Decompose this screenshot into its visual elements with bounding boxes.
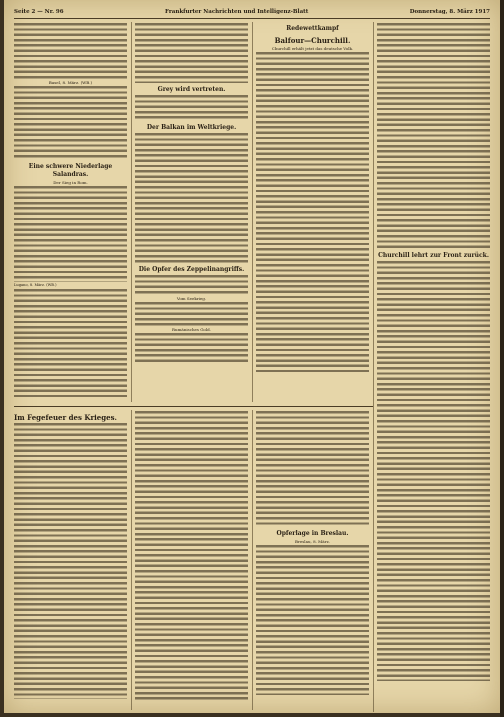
paragraph-intro: Lugano, 8. März. (WB.): [14, 283, 57, 287]
lower-column-2: [135, 410, 248, 710]
column-2: [135, 22, 248, 402]
text-block: [256, 411, 369, 527]
text-block: [377, 261, 490, 681]
text-block: [135, 23, 248, 83]
article-headline: Eine schwere Niederlage Salandras.: [28, 163, 113, 178]
column-divider: [252, 410, 253, 710]
article-headline: Im Fegefeuer des Krieges.: [14, 413, 117, 422]
text-block: [135, 302, 248, 326]
text-block: [14, 423, 127, 699]
article-headline: Der Balkan im Weltkriege.: [146, 124, 237, 131]
article-subheadline: Breslau, 8. März.: [295, 539, 330, 544]
masthead-title: Frankfurter Nachrichten und Intelligenz-Blatt: [165, 9, 309, 15]
section-divider: [14, 406, 373, 407]
article-subheadline: Rumänisches Gold.: [172, 327, 211, 332]
issue-date: Donnerstag, 8. März 1917: [409, 9, 490, 15]
text-block: [14, 86, 127, 160]
newspaper-page: [4, 0, 500, 713]
text-block: [14, 23, 127, 79]
article-headline: Die Opfer des Zeppelinangriffs.: [138, 266, 245, 273]
text-block: [256, 545, 369, 695]
article-headline: Opferlage in Breslau.: [276, 530, 349, 537]
column-divider: [373, 22, 374, 712]
article-headline: Grey wird vertreten.: [157, 86, 226, 93]
column-1: [14, 22, 127, 402]
text-block: [135, 95, 248, 121]
text-block: [256, 52, 369, 372]
column-4: [377, 22, 490, 712]
column-3: [256, 22, 369, 402]
article-headline: Balfour—Churchill.: [274, 36, 351, 45]
text-block: [14, 289, 127, 397]
column-divider: [252, 22, 253, 402]
text-block: [135, 275, 248, 295]
text-block: [135, 411, 248, 701]
page-binding-edge: [500, 0, 504, 717]
lower-column-1: [14, 410, 127, 710]
lower-column-3: [256, 410, 369, 710]
text-block: [377, 23, 490, 249]
article-kicker: Redewettkampf: [286, 25, 339, 32]
article-subheadline: Churchill erhält jetzt das deutsche Volk.: [271, 46, 354, 51]
column-divider: [131, 22, 132, 402]
text-block: [14, 186, 127, 282]
page-header: [14, 6, 490, 19]
text-block: [135, 133, 248, 263]
column-divider: [131, 410, 132, 710]
dateline: Basel, 8. März. (WB.): [48, 80, 93, 85]
page-number: Seite 2 — Nr. 96: [14, 9, 64, 15]
text-block: [135, 333, 248, 363]
article-subheadline: Der Sieg in Rom.: [53, 180, 88, 185]
article-subheadline: Vom Seekrieg.: [176, 296, 207, 301]
article-headline: Churchill lehrt zur Front zurück.: [378, 252, 489, 259]
